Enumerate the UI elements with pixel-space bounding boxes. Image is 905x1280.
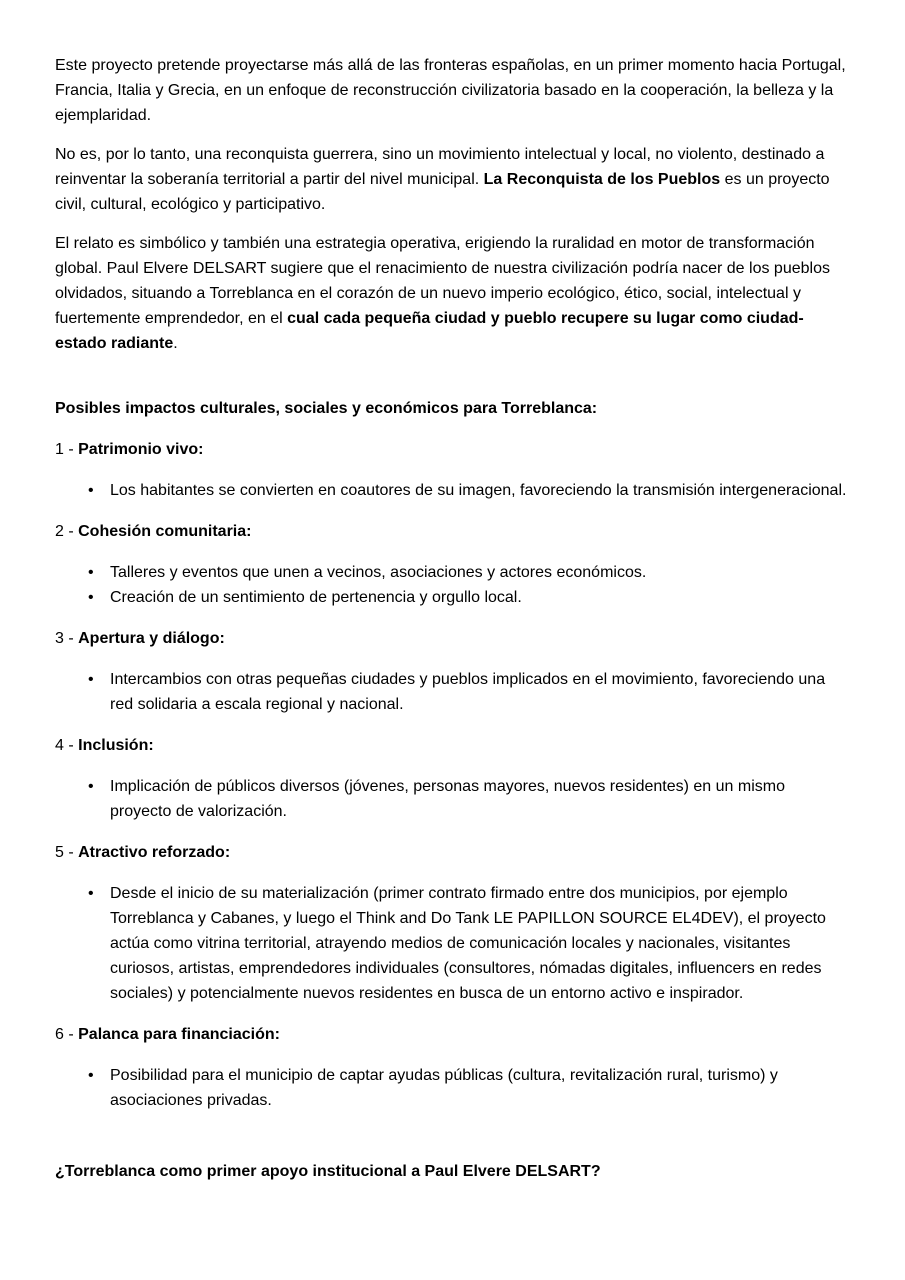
- impact-section: [55, 519, 850, 610]
- section-heading: [55, 626, 850, 651]
- paragraph-reconquista: [55, 142, 850, 217]
- section-number: 6 -: [55, 1026, 79, 1043]
- bullet-item: • Implicación de públicos diversos (jóvenes, personas mayores, nuevos residentes) en un mismo proyecto de valorización.: [110, 774, 850, 824]
- section-bullets: [55, 774, 850, 824]
- paragraph-reconquista-bold: La Reconquista de los Pueblos: [483, 171, 721, 188]
- section-title: Apertura y diálogo:: [78, 630, 225, 647]
- paragraph-reconquista-pre: No es, por lo tanto, una reconquista guerrera, sino un movimiento intelectual y local, no violento, destinado a reinventar la soberanía territorial a partir del nivel municipal.: [55, 146, 825, 188]
- impact-section: [55, 733, 850, 824]
- impact-section: [55, 840, 850, 1006]
- impact-section: [55, 626, 850, 717]
- section-number: 4 -: [55, 737, 79, 754]
- section-number: 1 -: [55, 441, 79, 458]
- paragraph-intro: Este proyecto pretende proyectarse más allá de las fronteras españolas, en un primer momento hacia Portugal, Francia, Italia y Grecia, en un enfoque de reconstrucción civilizatoria basado en la cooperación, la belleza y la ejemplaridad.: [55, 57, 846, 124]
- bullet-item: • Posibilidad para el municipio de captar ayudas públicas (cultura, revitalización rural, turismo) y asociaciones privadas.: [110, 1063, 850, 1113]
- bullet-item: • Los habitantes se convierten en coautores de su imagen, favoreciendo la transmisión intergeneracional.: [110, 478, 850, 503]
- impact-section: [55, 1022, 850, 1113]
- bullet-item: • Desde el inicio de su materialización (primer contrato firmado entre dos municipios, por ejemplo Torreblanca y Cabanes, y luego el Think and Do Tank LE PAPILLON SOURCE EL4DEV), el proyecto actúa como vitrina territorial, atrayendo medios de comunicación locales y nacionales, visitantes curiosos, artistas, emprendedores individuales (consultores, nómadas digitales, influencers en redes sociales) y potencialmente nuevos residentes en busca de un entorno activo e inspirador.: [110, 881, 850, 1006]
- section-title: Patrimonio vivo:: [78, 441, 204, 458]
- heading-impactos: Posibles impactos culturales, sociales y económicos para Torreblanca:: [55, 400, 598, 417]
- section-bullets: [55, 667, 850, 717]
- section-bullets: [55, 881, 850, 1006]
- section-heading: [55, 437, 850, 462]
- section-number: 3 -: [55, 630, 79, 647]
- paragraph-relato: [55, 231, 850, 356]
- paragraph-reconquista-post: es un proyecto civil, cultural, ecológico y participativo.: [55, 171, 830, 213]
- impact-sections: [55, 437, 850, 1113]
- section-title: Inclusión:: [78, 737, 154, 754]
- section-title: Atractivo reforzado:: [78, 844, 231, 861]
- impact-section: [55, 437, 850, 503]
- bullet-item: • Talleres y eventos que unen a vecinos, asociaciones y actores económicos.: [110, 560, 850, 585]
- section-heading: [55, 519, 850, 544]
- bullet-item: • Intercambios con otras pequeñas ciudades y pueblos implicados en el movimiento, favoreciendo una red solidaria a escala regional y nacional.: [110, 667, 850, 717]
- section-title: Cohesión comunitaria:: [78, 523, 252, 540]
- bullet-item: • Creación de un sentimiento de pertenencia y orgullo local.: [110, 585, 850, 610]
- paragraph-relato-pre: El relato es simbólico y también una estrategia operativa, erigiendo la ruralidad en motor de transformación global. Paul Elvere DELSART sugiere que el renacimiento de nuestra civilización podría nacer de los pueblos olvidados, situando a Torreblanca en el corazón de un nuevo imperio ecológico, ético, social, intelectual y fuertemente emprendedor, en el: [55, 235, 830, 327]
- paragraph-relato-bold: cual cada pequeña ciudad y pueblo recupere su lugar como ciudad-estado radiante: [55, 310, 804, 352]
- section-title: Palanca para financiación:: [78, 1026, 280, 1043]
- section-heading: [55, 1022, 850, 1047]
- heading-pregunta: ¿Torreblanca como primer apoyo institucional a Paul Elvere DELSART?: [55, 1163, 601, 1180]
- section-number: 5 -: [55, 844, 79, 861]
- section-bullets: [55, 560, 850, 610]
- paragraph-relato-post: .: [173, 335, 178, 352]
- section-bullets: [55, 478, 850, 503]
- section-bullets: [55, 1063, 850, 1113]
- section-heading: [55, 840, 850, 865]
- section-heading: [55, 733, 850, 758]
- section-number: 2 -: [55, 523, 79, 540]
